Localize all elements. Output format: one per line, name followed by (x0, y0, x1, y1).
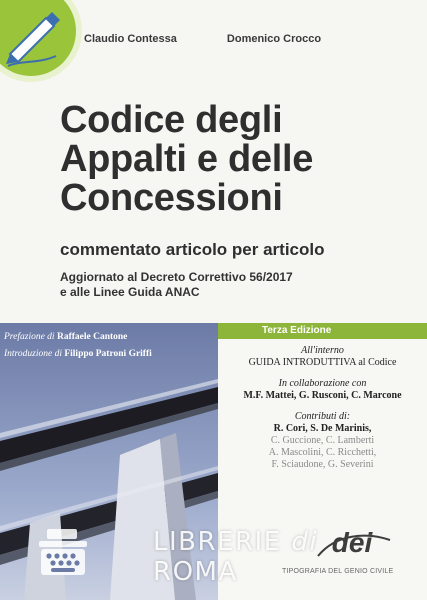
contrib-label: Contributi di: (294, 411, 351, 422)
watermark-text (153, 527, 397, 587)
intro-label: Introduzione di (4, 349, 62, 359)
watermark (37, 527, 397, 587)
publisher-name: TIPOGRAFIA DEL GENIO CIVILE (282, 568, 394, 575)
inside-text: GUIDA INTRODUTTIVA al Codice (248, 357, 397, 368)
inside-label: All'interno (301, 345, 344, 356)
authors (84, 33, 321, 45)
fountain-pen-icon (2, 4, 66, 68)
preface-label: Prefazione di (4, 332, 55, 342)
contrib-line-2: C. Guccione, C. Lamberti (270, 435, 375, 446)
title-line-1: Codice degli (60, 99, 283, 141)
info-body (218, 345, 427, 471)
typewriter-icon (37, 527, 89, 577)
collab-names: M.F. Mattei, G. Rusconi, C. Marcone (243, 390, 402, 401)
update-line-1: Aggiornato al Decreto Correttivo 56/2017 (60, 270, 293, 284)
subtitle: commentato articolo per articolo (60, 240, 325, 259)
book-title (60, 101, 420, 218)
svg-text:dei: dei (331, 527, 373, 558)
contrib-line-1: R. Cori, S. De Marinis, (273, 423, 372, 434)
edition-banner: Terza Edizione (218, 323, 427, 339)
collab-label: In collaborazione con (278, 378, 367, 389)
watermark-word-1: LIBRERIE (153, 527, 282, 557)
watermark-word-2: di (291, 527, 319, 557)
intro-name: Filippo Patroni Griffi (64, 349, 152, 359)
update-note (60, 270, 293, 300)
update-line-2: e alle Linee Guida ANAC (60, 285, 200, 299)
credits (4, 329, 152, 363)
watermark-word-3: ROMA (153, 557, 238, 587)
preface-name: Raffaele Cantone (56, 332, 128, 342)
title-line-2: Appalti e delle (60, 138, 314, 180)
author-2: Domenico Crocco (226, 33, 322, 45)
author-1: Claudio Contessa (84, 33, 177, 45)
intro-credit (4, 346, 152, 363)
title-line-3: Concessioni (60, 177, 283, 219)
contrib-line-4: F. Sciaudone, G. Severini (271, 459, 374, 470)
corner-badge (0, 0, 76, 76)
contrib-line-3: A. Mascolini, C. Ricchetti, (268, 447, 377, 458)
preface-credit (4, 329, 152, 346)
